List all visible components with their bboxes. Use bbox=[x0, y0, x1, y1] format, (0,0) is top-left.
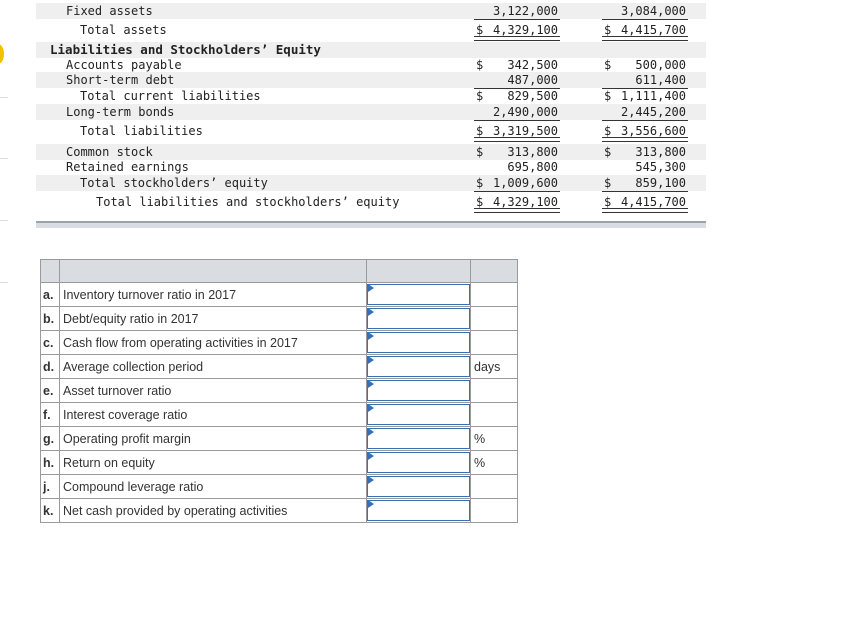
bs-label: Common stock bbox=[66, 145, 153, 159]
bs-value-2016: 4,415,700 bbox=[620, 195, 686, 209]
question-row-b bbox=[41, 307, 518, 331]
question-text: Operating profit margin bbox=[60, 427, 367, 451]
question-row-a bbox=[41, 283, 518, 307]
bs-label: Total current liabilities bbox=[80, 89, 261, 103]
bs-row-short-term-debt bbox=[36, 72, 706, 88]
bs-label: Total assets bbox=[80, 23, 167, 37]
question-row-c bbox=[41, 331, 518, 355]
answer-unit: days bbox=[471, 355, 518, 379]
question-letter: c. bbox=[41, 331, 60, 355]
question-letter: b. bbox=[41, 307, 60, 331]
answer-unit bbox=[471, 475, 518, 499]
answer-input-j[interactable] bbox=[367, 476, 470, 497]
bs-value-2017: 695,800 bbox=[507, 160, 558, 174]
bs-value-2016: 313,800 bbox=[635, 145, 686, 159]
bs-label: Fixed assets bbox=[66, 4, 153, 18]
answer-unit bbox=[471, 307, 518, 331]
question-row-d bbox=[41, 355, 518, 379]
answer-input-f[interactable] bbox=[367, 404, 470, 425]
bs-value-2017: 487,000 bbox=[507, 73, 558, 87]
question-letter: h. bbox=[41, 451, 60, 475]
question-letter: k. bbox=[41, 499, 60, 523]
question-letter: f. bbox=[41, 403, 60, 427]
answer-unit: % bbox=[471, 451, 518, 475]
answer-unit bbox=[471, 331, 518, 355]
question-letter: a. bbox=[41, 283, 60, 307]
question-letter: e. bbox=[41, 379, 60, 403]
gutter-marker bbox=[0, 44, 4, 64]
bs-row-total-assets: Total assets $ 4,329,100 $ 4,415,700 bbox=[80, 23, 686, 37]
bs-value-2017: 313,800 bbox=[507, 145, 558, 159]
answer-input-c[interactable] bbox=[367, 332, 470, 353]
question-text: Interest coverage ratio bbox=[60, 403, 367, 427]
question-row-f bbox=[41, 403, 518, 427]
question-text: Debt/equity ratio in 2017 bbox=[60, 307, 367, 331]
answer-input-b[interactable] bbox=[367, 308, 470, 329]
question-letter: g. bbox=[41, 427, 60, 451]
bs-value-2016: 611,400 bbox=[635, 73, 686, 87]
bs-value-2016: 4,415,700 bbox=[620, 23, 686, 37]
answer-table-header bbox=[41, 260, 518, 283]
question-letter: j. bbox=[41, 475, 60, 499]
bs-label: Accounts payable bbox=[66, 58, 182, 72]
bs-value-2017: 3,122,000 bbox=[492, 4, 558, 18]
answer-unit: % bbox=[471, 427, 518, 451]
bs-value-2017: 1,009,600 bbox=[492, 176, 558, 190]
bs-value-2016: 1,111,400 bbox=[620, 89, 686, 103]
bs-value-2017: 2,490,000 bbox=[492, 105, 558, 119]
answer-unit bbox=[471, 403, 518, 427]
bs-label: Total liabilities bbox=[80, 124, 203, 138]
question-row-g bbox=[41, 427, 518, 451]
question-text: Net cash provided by operating activities bbox=[60, 499, 367, 523]
question-text: Average collection period bbox=[60, 355, 367, 379]
bs-label: Retained earnings bbox=[66, 160, 189, 174]
question-text: Return on equity bbox=[60, 451, 367, 475]
answer-table bbox=[40, 259, 518, 523]
bs-value-2017: 342,500 bbox=[507, 58, 558, 72]
bs-row-common-stock: Common stock $ 313,800 $ 313,800 bbox=[36, 144, 706, 160]
question-row-k bbox=[41, 499, 518, 523]
balance-sheet-bottom-border bbox=[36, 221, 706, 228]
bs-value-2017: 829,500 bbox=[507, 89, 558, 103]
answer-input-h[interactable] bbox=[367, 452, 470, 473]
bs-header-label: Liabilities and Stockholders’ Equity bbox=[50, 42, 321, 57]
gutter-divider bbox=[0, 282, 8, 283]
answer-input-e[interactable] bbox=[367, 380, 470, 401]
bs-value-2017: 4,329,100 bbox=[492, 23, 558, 37]
bs-value-2016: 3,084,000 bbox=[620, 4, 686, 18]
bs-row-total-current-liabilities: Total current liabilities $ 829,500 $ 1,111,400 bbox=[80, 89, 686, 103]
gutter-divider bbox=[0, 97, 8, 98]
question-text: Asset turnover ratio bbox=[60, 379, 367, 403]
question-row-j bbox=[41, 475, 518, 499]
bs-value-2016: 859,100 bbox=[635, 176, 686, 190]
bs-value-2017: 3,319,500 bbox=[492, 124, 558, 138]
answer-unit bbox=[471, 499, 518, 523]
answer-input-d[interactable] bbox=[367, 356, 470, 377]
bs-value-2016: 500,000 bbox=[635, 58, 686, 72]
question-letter: d. bbox=[41, 355, 60, 379]
gutter-divider bbox=[0, 220, 8, 221]
bs-row-fixed-assets bbox=[36, 3, 706, 19]
gutter-divider bbox=[0, 158, 8, 159]
question-row-e bbox=[41, 379, 518, 403]
answer-input-k[interactable] bbox=[367, 500, 470, 521]
bs-row-accounts-payable: Accounts payable $ 342,500 $ 500,000 bbox=[66, 58, 686, 72]
question-row-h bbox=[41, 451, 518, 475]
bs-label: Total stockholders’ equity bbox=[80, 176, 268, 190]
bs-label: Short-term debt bbox=[66, 73, 175, 87]
bs-section-header bbox=[36, 42, 706, 58]
bs-row-total-equity: Total stockholders’ equity $ 1,009,600 $ 859,100 bbox=[36, 175, 706, 191]
bs-value-2017: 4,329,100 bbox=[492, 195, 558, 209]
bs-value-2016: 545,300 bbox=[635, 160, 686, 174]
bs-label: Total liabilities and stockholders’ equity bbox=[96, 195, 400, 209]
question-text: Compound leverage ratio bbox=[60, 475, 367, 499]
bs-row-total-liabilities-equity: Total liabilities and stockholders’ equity $ 4,329,100 $ 4,415,700 bbox=[96, 195, 686, 209]
answer-input-g[interactable] bbox=[367, 428, 470, 449]
bs-row-total-liabilities: Total liabilities $ 3,319,500 $ 3,556,600 bbox=[80, 124, 686, 138]
question-text: Cash flow from operating activities in 2017 bbox=[60, 331, 367, 355]
bs-label: Long-term bonds bbox=[66, 105, 175, 119]
bs-value-2016: 3,556,600 bbox=[620, 124, 686, 138]
bs-value-2016: 2,445,200 bbox=[620, 105, 686, 119]
answer-input-a[interactable] bbox=[367, 284, 470, 305]
question-text: Inventory turnover ratio in 2017 bbox=[60, 283, 367, 307]
bs-row-retained-earnings bbox=[36, 159, 706, 175]
bs-row-long-term-bonds bbox=[36, 104, 706, 120]
answer-unit bbox=[471, 283, 518, 307]
answer-unit bbox=[471, 379, 518, 403]
